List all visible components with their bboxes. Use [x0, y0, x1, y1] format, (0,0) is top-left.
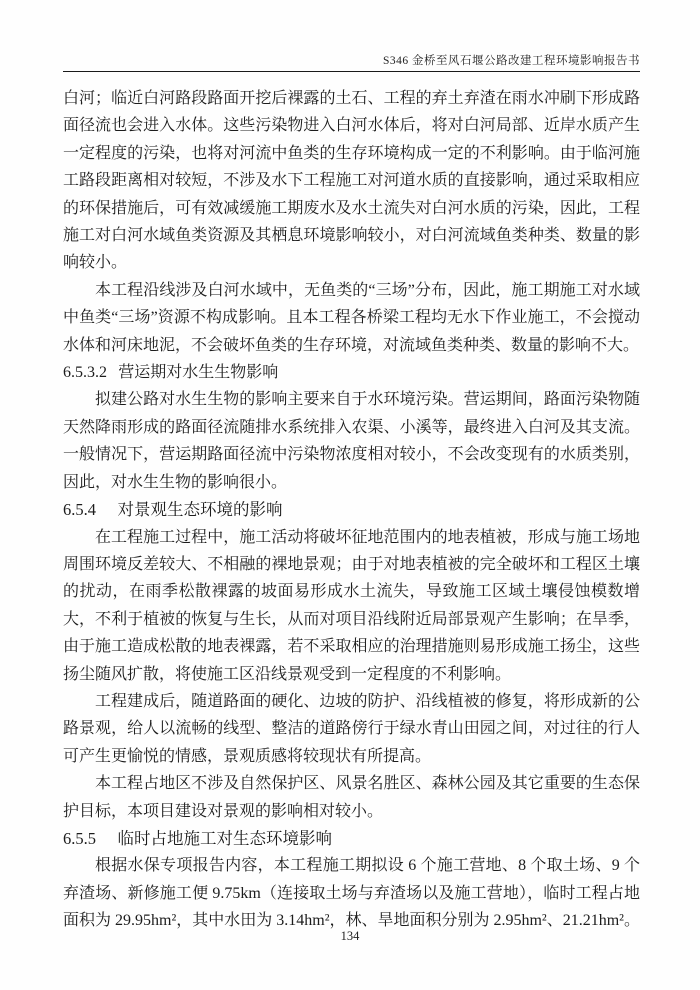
page-number: 134	[340, 929, 360, 943]
section-heading-6-5-5	[63, 825, 640, 852]
section-heading-6-5-3-2	[63, 359, 640, 386]
paragraph: 在工程施工过程中，施工活动将破坏征地范围内的地表植被，形成与施工场地周围环境反差较大、不相融的裸地景观；由于对地表植被的完全破坏和工程区土壤的扰动，在雨季松散裸露的坡面易形成水土流失，导致施工区域土壤侵蚀模数增大，不利于植被的恢复与生长，从而对项目沿线附近局部景观产生影响；在旱季，由于施工造成松散的地表裸露，若不采取相应的治理措施则易形成施工扬尘，这些扬尘随风扩散，将使施工区沿线景观受到一定程度的不利影响。	[63, 528, 640, 683]
section-number: 6.5.4	[63, 500, 96, 520]
section-title: 临时占地施工对生态环境影响	[117, 828, 332, 848]
header-rule	[63, 71, 640, 72]
paragraph: 本工程占地区不涉及自然保护区、风景名胜区、森林公园及其它重要的生态保护目标，本项目建设对景观的影响相对较小。	[63, 775, 640, 820]
paragraph: 本工程沿线涉及白河水域中，无鱼类的“三场”分布，因此，施工期施工对水域中鱼类“三场”资源不构成影响。且本工程各桥梁工程均无水下作业施工，不会搅动水体和河床地泥，不会破坏鱼类的生存环境，对流域鱼类种类、数量的影响不大。	[63, 281, 640, 354]
section-number: 6.5.3.2	[63, 364, 107, 382]
paragraph: 根据水保专项报告内容，本工程施工期拟设 6 个施工营地、8 个取土场、9 个弃渣场、新修施工便 9.75km（连接取土场与弃渣场以及施工营地），临时工程占地面积为 29.95hm²，其中水田为 3.14hm²，林、旱地面积分别为 2.95hm²、21.21hm²。	[63, 857, 640, 930]
running-header-title: S346 金桥至风石堰公路改建工程环境影响报告书	[382, 55, 640, 67]
section-heading-6-5-4	[63, 496, 640, 523]
paragraph: 工程建成后，随道路面的硬化、边坡的防护、沿线植被的修复，将形成新的公路景观，给人以流畅的线型、整洁的道路傍行于绿水青山田园之间，对过往的行人可产生更愉悦的情感，景观质感将较现状有所提高。	[63, 692, 640, 765]
paragraph: 拟建公路对水生生物的影响主要来自于水环境污染。营运期间，路面污染物随天然降雨形成的路面径流随排水系统排入农渠、小溪等，最终进入白河及其支流。一般情况下，营运期路面径流中污染物浓度相对较小，不会改变现有的水质类别，因此，对水生生物的影响很小。	[63, 391, 640, 491]
section-number: 6.5.5	[63, 828, 96, 848]
running-header	[63, 0, 640, 68]
section-title: 对景观生态环境的影响	[117, 500, 283, 520]
document-body	[63, 85, 640, 935]
paragraph-continuation: 白河；临近白河路段路面开挖后裸露的土石、工程的弃土弃渣在雨水冲刷下形成路面径流也会进入水体。这些污染物进入白河水体后，将对白河局部、近岸水质产生一定程度的污染，也将对河流中鱼类的生存环境构成一定的不利影响。由于临河施工路段距离相对较短，不涉及水下工程施工对河道水质的直接影响，通过采取相应的环保措施后，可有效减缓施工期废水及水土流失对白河水质的污染，因此，工程施工对白河水域鱼类资源及其栖息环境影响较小，对白河流域鱼类种类、数量的影响较小。	[63, 90, 640, 272]
section-title: 营运期对水生生物影响	[118, 364, 279, 382]
